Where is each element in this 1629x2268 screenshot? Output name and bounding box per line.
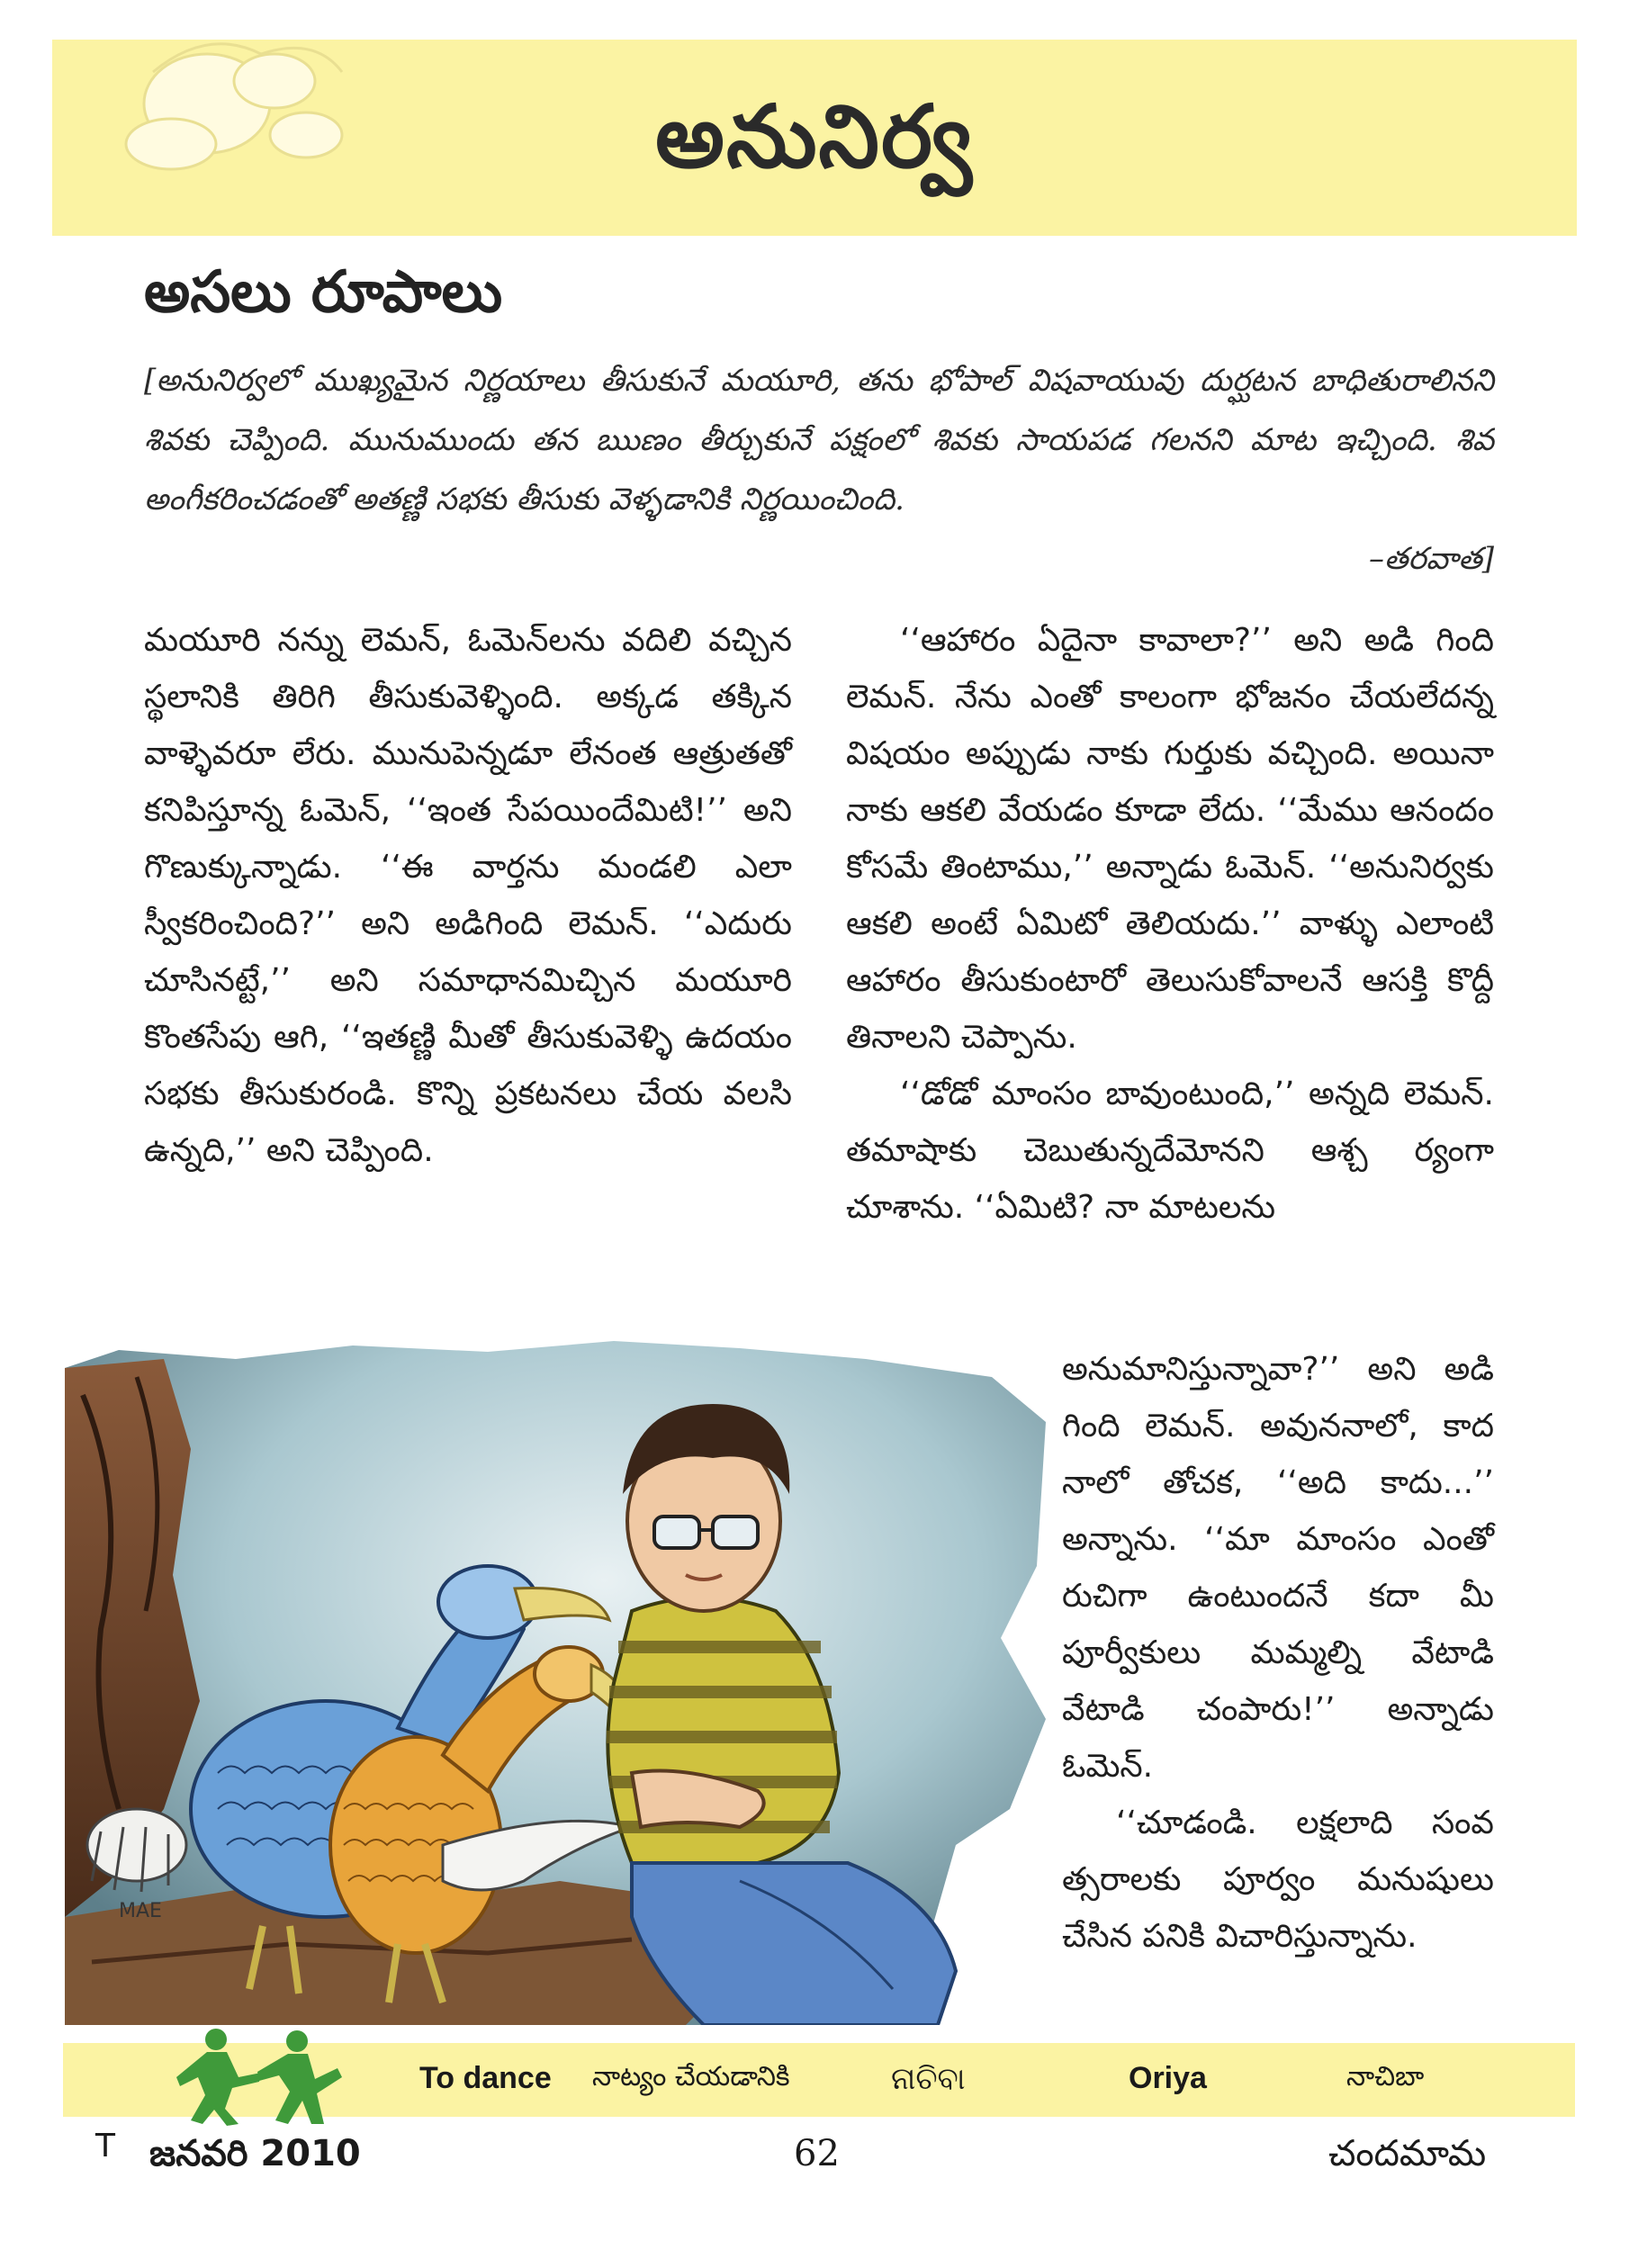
- magazine-name: చందమామ: [1328, 2133, 1487, 2174]
- left-paragraph: మయూరి నన్ను లెమన్, ఓమెన్‌లను వదిలి వచ్చిన స్థలానికి తిరిగి తీసుకువెళ్ళింది. అక్కడ తక్కిన వాళ్ళెవరూ లేరు. మునుపెన్నడూ లేనంత ఆత్రుతతో కనిపిస్తూన్న ఓమెన్, ‘‘ఇంత సేపయిందేమిటి!’’ అని గొణుక్కున్నాడు. ‘‘ఈ వార్తను మండలి ఎలా స్వీకరించింది?’’ అని అడిగింది లెమన్. ‘‘ఎదురు చూసినట్టే,’’ అని సమాధానమిచ్చిన మయూరి కొంతసేపు ఆగి, ‘‘ఇతణ్ణి మీతో తీసుకువెళ్ళి ఉదయం సభకు తీసుకురండి. కొన్ని ప్రకటనలు చేయ వలసి ఉన్నది,’’ అని చెప్పింది.: [144, 622, 792, 1169]
- series-title: అనునిర్వ: [655, 86, 974, 187]
- vocab-oriya-script: ନାଚିବା: [891, 2061, 966, 2097]
- vocab-language: Oriya: [1129, 2061, 1207, 2095]
- right-paragraph-2: ‘‘డోడో మాంసం బావుంటుంది,’’ అన్నది లెమన్. తమాషాకు చెబుతున్నదేమోనని ఆశ్చ ర్యంగా చూశాను. ‘‘ఏమిటి? నా మాటలను: [846, 1076, 1494, 1226]
- right-column: [846, 612, 1494, 1236]
- chapter-title: అసలు రూపాలు: [144, 259, 503, 326]
- story-illustration: [56, 1341, 1055, 2025]
- vocab-english: To dance: [419, 2061, 552, 2095]
- summary-attribution: –తరవాత]: [1369, 541, 1494, 577]
- footer-mark: T: [95, 2128, 115, 2164]
- illustration-signature: MAE: [119, 1900, 162, 1922]
- summary-box: [144, 351, 1494, 589]
- right-narrow-column: [1062, 1341, 1494, 1965]
- vocab-transliteration: నాచిబా: [1346, 2061, 1425, 2092]
- dancers-icon: [153, 2023, 369, 2127]
- hand-left: [87, 1809, 186, 1881]
- left-column: [144, 612, 792, 1179]
- right-paragraph-3: ‘‘చూడండి. లక్షలాది సంవ త్సరాలకు పూర్వం మనుషులు చేసిన పనికి విచారిస్తున్నాను.: [1062, 1804, 1494, 1955]
- vocab-telugu: నాట్యం చేయడానికి: [592, 2061, 790, 2092]
- right-paragraph-1: ‘‘ఆహారం ఏదైనా కావాలా?’’ అని అడి గింది లెమన్. నేను ఎంతో కాలంగా భోజనం చేయలేదన్న విషయం అప్పుడు నాకు గుర్తుకు వచ్చింది. అయినా నాకు ఆకలి వేయడం కూడా లేదు. ‘‘మేము ఆనందం కోసమే తింటాము,’’ అన్నాడు ఓమెన్. ‘‘అనునిర్వకు ఆకలి అంటే ఏమిటో తెలియదు.’’ వాళ్ళు ఎలాంటి ఆహారం తీసుకుంటారో తెలుసుకోవాలనే ఆసక్తి కొద్దీ తినాలని చెప్పాను.: [846, 622, 1494, 1056]
- summary-text: [అనునిర్వలో ముఖ్యమైన నిర్ణయాలు తీసుకునే మయూరి, తను భోపాల్ విషవాయువు దుర్ఘటన బాధితురాలినని శివకు చెప్పింది. మునుముందు తన ఋణం తీర్చుకునే పక్షంలో శివకు సాయపడ గలనని మాట ఇచ్చింది. శివ అంగీకరించడంతో అతణ్ణి సభకు తీసుకు వెళ్ళడానికి నిర్ణయించింది.: [144, 363, 1494, 518]
- right-paragraph-2-continued: అనుమానిస్తున్నావా?’’ అని అడి గింది లెమన్. అవుననాలో, కాద నాలో తోచక, ‘‘అది కాదు...’’ అన్నాను. ‘‘మా మాంసం ఎంతో రుచిగా ఉంటుందనే కదా మీ పూర్వీకులు మమ్మల్ని వేటాడి వేటాడి చంపారు!’’ అన్నాడు ఓమెన్.: [1062, 1351, 1494, 1785]
- page-number: 62: [794, 2133, 840, 2174]
- footer-date: జనవరి 2010: [149, 2133, 361, 2174]
